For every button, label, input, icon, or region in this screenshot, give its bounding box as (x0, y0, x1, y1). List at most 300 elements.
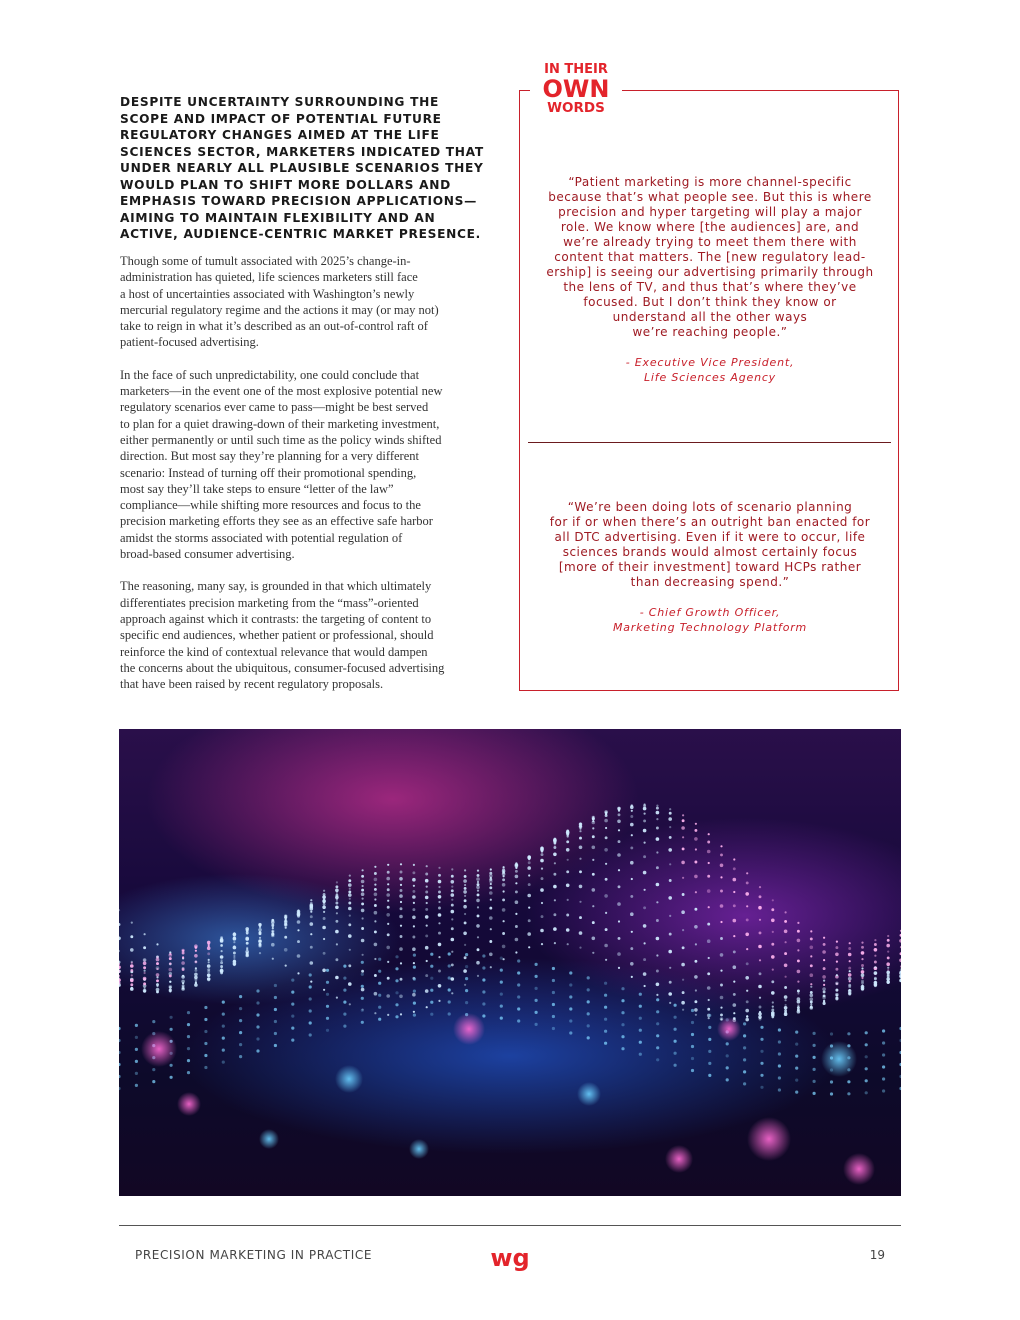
wave-particle (297, 972, 299, 974)
wave-particle (733, 1003, 737, 1007)
wave-particle (621, 999, 624, 1002)
wave-particle (528, 907, 530, 909)
wave-particle (758, 985, 762, 989)
wave-particle (630, 895, 633, 898)
wave-particle (726, 1078, 729, 1081)
wave-particle (517, 1007, 520, 1010)
wave-particle (489, 916, 493, 920)
wave-particle (343, 1013, 346, 1016)
wave-particle (297, 954, 301, 958)
wave-particle (552, 991, 555, 994)
wave-particle (310, 946, 313, 949)
wave-particle (284, 948, 288, 952)
wave-particle (271, 920, 275, 924)
wave-particle (887, 935, 889, 937)
wave-particle (465, 989, 468, 992)
wave-particle (170, 1028, 173, 1031)
wave-particle (348, 883, 352, 887)
wave-particle (644, 942, 646, 944)
wave-particle (707, 889, 711, 893)
wave-particle (336, 899, 338, 901)
wave-particle (720, 1013, 723, 1016)
wave-particle (691, 1033, 694, 1036)
wave-particle (297, 912, 299, 914)
wave-particle (720, 984, 723, 987)
wave-particle (553, 846, 556, 849)
wave-particle (374, 920, 376, 922)
wave-particle (425, 879, 429, 883)
wave-particle (343, 977, 346, 980)
wave-particle (438, 932, 441, 935)
wave-particle (451, 951, 453, 953)
wave-particle (500, 993, 503, 996)
wave-particle (169, 974, 172, 977)
wave-particle (274, 1032, 277, 1035)
wave-particle (674, 1028, 677, 1031)
wave-particle (425, 873, 428, 876)
wave-particle (182, 968, 185, 971)
wave-particle (720, 890, 723, 893)
wave-particle (759, 1011, 761, 1013)
wave-particle (349, 1003, 351, 1005)
wave-particle (899, 1075, 901, 1078)
wave-particle (245, 950, 249, 954)
wave-particle (119, 950, 120, 952)
wave-particle (130, 935, 133, 938)
wave-particle (413, 885, 415, 887)
wave-particle (515, 875, 519, 879)
wave-particle (169, 963, 171, 965)
wave-particle (830, 1092, 833, 1095)
wave-particle (170, 1016, 173, 1019)
wave-particle (772, 931, 774, 933)
wave-particle (274, 996, 277, 999)
wave-particle (135, 1036, 138, 1039)
wave-particle (169, 957, 172, 960)
wave-particle (822, 975, 826, 979)
wave-particle (361, 880, 365, 884)
wave-particle (772, 1006, 774, 1008)
wave-particle (187, 1023, 190, 1026)
wave-particle (707, 923, 710, 926)
wave-particle (618, 885, 621, 888)
wave-particle (797, 930, 800, 933)
wave-particle (759, 959, 761, 961)
wave-particle (899, 1039, 901, 1042)
wave-particle (348, 890, 351, 893)
wave-particle (349, 915, 351, 917)
wave-particle (464, 956, 467, 959)
wave-particle (374, 911, 378, 915)
wave-particle (400, 884, 402, 886)
wave-particle (835, 968, 838, 971)
wave-particle (882, 1029, 885, 1032)
wave-particle (745, 933, 749, 937)
wave-particle (119, 975, 120, 977)
wave-particle (489, 880, 493, 884)
hero-image (119, 729, 901, 1196)
wave-particle (674, 1004, 677, 1007)
wave-particle (772, 969, 774, 971)
wave-particle (707, 1008, 710, 1011)
wave-particle (695, 823, 697, 825)
wave-particle (694, 875, 698, 879)
wave-particle (361, 970, 364, 973)
quote-attribution: - Chief Growth Officer, Marketing Technology Platform (612, 606, 808, 634)
wave-particle (438, 970, 441, 973)
wave-particle (246, 931, 249, 934)
wave-particle (343, 1025, 346, 1028)
wave-particle (335, 958, 338, 961)
wave-particle (503, 866, 505, 868)
wave-particle (395, 991, 398, 994)
wave-particle (810, 991, 813, 994)
wave-particle (587, 1000, 590, 1003)
wave-particle (220, 955, 224, 959)
wave-particle (335, 976, 339, 980)
wave-particle (759, 919, 761, 921)
wave-particle (361, 939, 365, 943)
wave-particle (464, 895, 466, 897)
wave-particle (743, 1058, 746, 1061)
wave-particle (221, 966, 223, 968)
wave-particle (861, 946, 864, 949)
wave-particle (386, 877, 390, 881)
wave-particle (553, 873, 556, 876)
wave-particle (378, 1018, 381, 1021)
wave-particle (554, 899, 556, 901)
wave-particle (181, 980, 185, 984)
wave-particle (387, 906, 390, 909)
wave-particle (771, 943, 774, 946)
wave-particle (733, 878, 737, 882)
wave-particle (605, 827, 607, 829)
wave-particle (309, 1021, 312, 1024)
wave-particle (797, 1000, 801, 1004)
wave-particle (874, 961, 877, 964)
wave-particle (618, 840, 621, 843)
wave-particle (464, 875, 467, 878)
wave-particle (143, 982, 146, 985)
wave-particle (810, 955, 812, 957)
wave-particle (848, 973, 852, 977)
wave-particle (771, 1009, 774, 1012)
wave-particle (400, 889, 403, 892)
wave-particle (823, 1000, 825, 1002)
wave-particle (400, 978, 403, 981)
wave-particle (374, 958, 376, 960)
wave-particle (335, 902, 338, 905)
wave-particle (500, 981, 503, 984)
wave-particle (482, 966, 485, 969)
wave-particle (541, 850, 543, 852)
wave-particle (291, 979, 294, 982)
label-line-3: WORDS (547, 100, 605, 116)
wave-particle (182, 956, 184, 958)
wave-particle (387, 923, 389, 925)
wave-particle (309, 1033, 312, 1036)
wave-particle (605, 928, 608, 931)
bokeh-light (177, 1092, 201, 1116)
wave-particle (733, 858, 735, 860)
wave-particle (899, 1063, 901, 1066)
wave-particle (682, 847, 685, 850)
wave-particle (326, 969, 329, 972)
wave-particle (221, 959, 223, 961)
wave-particle (233, 945, 235, 947)
wave-particle (426, 1006, 428, 1008)
bokeh-light (821, 1041, 857, 1077)
wave-particle (489, 891, 493, 895)
wave-particle (733, 919, 737, 923)
wave-particle (535, 1023, 538, 1026)
wave-particle (285, 927, 287, 929)
wave-particle (848, 991, 852, 995)
wave-particle (310, 907, 314, 911)
wave-particle (554, 862, 556, 864)
wave-particle (451, 889, 454, 892)
wave-particle (745, 976, 749, 980)
wave-particle (233, 933, 236, 936)
wave-particle (258, 928, 262, 932)
wave-particle (733, 904, 736, 907)
wave-particle (119, 1075, 121, 1078)
wave-particle (900, 965, 901, 967)
wave-particle (797, 970, 801, 974)
wave-particle (387, 961, 389, 963)
wave-particle (848, 947, 851, 950)
wave-particle (759, 931, 762, 934)
wave-particle (587, 976, 590, 979)
wave-particle (743, 1022, 746, 1025)
wave-particle (899, 1027, 901, 1030)
wave-particle (604, 982, 607, 985)
wave-particle (476, 899, 480, 903)
wave-particle (387, 864, 389, 866)
wave-particle (899, 959, 901, 963)
wave-particle (681, 826, 685, 830)
wave-particle (604, 1042, 607, 1045)
wave-particle (361, 988, 365, 992)
wave-particle (477, 906, 479, 908)
wave-particle (156, 956, 158, 958)
wave-particle (426, 902, 428, 904)
wave-particle (310, 915, 313, 918)
wave-particle (656, 818, 658, 820)
wave-particle (746, 1000, 749, 1003)
wave-particle (694, 960, 697, 963)
wave-particle (335, 896, 339, 900)
wave-particle (207, 970, 210, 973)
wave-particle (425, 989, 429, 993)
wave-particle (515, 925, 518, 928)
wave-particle (463, 890, 467, 894)
wave-particle (810, 946, 814, 950)
bokeh-light (843, 1153, 875, 1185)
wave-particle (691, 1021, 694, 1024)
wave-particle (695, 1014, 697, 1016)
wave-particle (169, 985, 173, 989)
wave-particle (785, 976, 787, 978)
wave-particle (195, 967, 197, 969)
wave-particle (708, 862, 710, 864)
wave-particle (425, 946, 429, 950)
wave-particle (490, 966, 492, 968)
wave-particle (604, 1018, 607, 1021)
wave-particle (760, 1050, 763, 1053)
wave-particle (222, 1061, 225, 1064)
wave-particle (515, 913, 517, 915)
wave-particle (695, 848, 697, 850)
wave-particle (579, 846, 583, 850)
wave-particle (681, 910, 685, 914)
wave-particle (695, 943, 697, 945)
wave-particle (378, 982, 381, 985)
wave-particle (797, 922, 799, 924)
wave-particle (156, 943, 158, 945)
wave-particle (669, 981, 672, 984)
wave-particle (554, 942, 556, 944)
wave-particle (771, 919, 775, 923)
wave-particle (605, 836, 608, 839)
wave-particle (874, 966, 876, 968)
wave-particle (720, 937, 723, 940)
wave-particle (274, 1044, 277, 1047)
wave-particle (482, 1002, 485, 1005)
wave-particle (413, 902, 415, 904)
wave-particle (795, 1067, 798, 1070)
wave-particle (823, 980, 825, 982)
wave-particle (618, 829, 620, 831)
wave-particle (745, 1009, 749, 1013)
wave-particle (400, 901, 402, 903)
wave-particle (326, 1005, 329, 1008)
quote-divider (528, 442, 891, 443)
wave-particle (395, 1003, 398, 1006)
wave-particle (708, 999, 710, 1001)
wave-particle (426, 865, 428, 867)
wave-particle (425, 891, 428, 894)
page-number: 19 (869, 1248, 885, 1262)
wave-particle (874, 977, 877, 980)
wave-particle (463, 905, 467, 909)
wave-particle (362, 954, 364, 956)
wave-particle (707, 841, 710, 844)
wave-particle (810, 964, 813, 967)
wave-particle (617, 902, 621, 906)
wave-particle (847, 1032, 850, 1035)
wave-particle (378, 994, 381, 997)
wave-particle (119, 978, 121, 982)
wave-particle (669, 879, 672, 882)
wave-particle (605, 812, 607, 814)
wave-particle (778, 1040, 781, 1043)
wave-particle (430, 977, 433, 980)
wave-particle (362, 885, 364, 887)
wave-particle (604, 1030, 607, 1033)
wave-particle (708, 1026, 711, 1029)
wave-particle (746, 990, 748, 992)
wave-particle (169, 953, 171, 955)
wave-particle (528, 858, 530, 860)
wave-particle (156, 973, 160, 977)
wave-particle (746, 948, 748, 950)
wave-particle (500, 969, 503, 972)
wave-particle (426, 925, 428, 927)
wave-particle (694, 829, 697, 832)
wave-particle (579, 901, 581, 903)
wave-particle (882, 1089, 885, 1092)
wave-particle (374, 878, 378, 882)
wave-particle (656, 919, 659, 922)
wave-particle (639, 1041, 642, 1044)
wave-particle (760, 1062, 763, 1065)
wave-particle (208, 961, 210, 963)
wave-particle (669, 915, 671, 917)
wave-particle (476, 877, 480, 881)
wave-particle (631, 931, 633, 933)
wave-particle (438, 943, 442, 947)
wave-particle (566, 848, 570, 852)
wave-particle (233, 955, 235, 957)
wave-particle (395, 967, 398, 970)
wave-particle (569, 1031, 572, 1034)
wave-particle (681, 861, 685, 865)
body-text (120, 253, 502, 708)
wave-particle (760, 1086, 763, 1089)
wave-particle (131, 987, 133, 989)
wave-particle (810, 994, 814, 998)
wave-particle (797, 992, 799, 994)
wave-particle (630, 861, 634, 865)
wave-particle (566, 914, 569, 917)
wave-particle (848, 967, 851, 970)
wave-particle (323, 890, 325, 892)
wave-particle (643, 906, 646, 909)
wave-particle (759, 1006, 762, 1009)
wave-particle (502, 878, 505, 881)
wave-particle (669, 1002, 671, 1004)
wave-particle (152, 1080, 155, 1083)
wave-particle (644, 889, 646, 891)
bokeh-light (259, 1129, 279, 1149)
wg-logo (490, 1244, 530, 1278)
wave-particle (387, 883, 389, 885)
wave-particle (639, 993, 642, 996)
wave-particle (378, 958, 381, 961)
wave-particle (438, 867, 440, 869)
wave-particle (464, 921, 467, 924)
wave-particle (336, 943, 338, 945)
wave-particle (517, 959, 520, 962)
wave-particle (438, 891, 441, 894)
wave-particle (239, 1055, 242, 1058)
wave-particle (374, 930, 377, 933)
wave-particle (187, 1059, 190, 1062)
wave-particle (849, 970, 851, 972)
wave-particle (323, 938, 325, 940)
wave-particle (426, 886, 428, 888)
wave-particle (669, 933, 672, 936)
wave-particle (785, 911, 787, 913)
wave-particle (579, 931, 583, 935)
wave-particle (554, 842, 556, 844)
wave-particle (362, 917, 364, 919)
wave-particle (291, 1039, 294, 1042)
wave-particle (438, 886, 440, 888)
wave-particle (733, 1012, 735, 1014)
wave-particle (778, 1088, 781, 1091)
